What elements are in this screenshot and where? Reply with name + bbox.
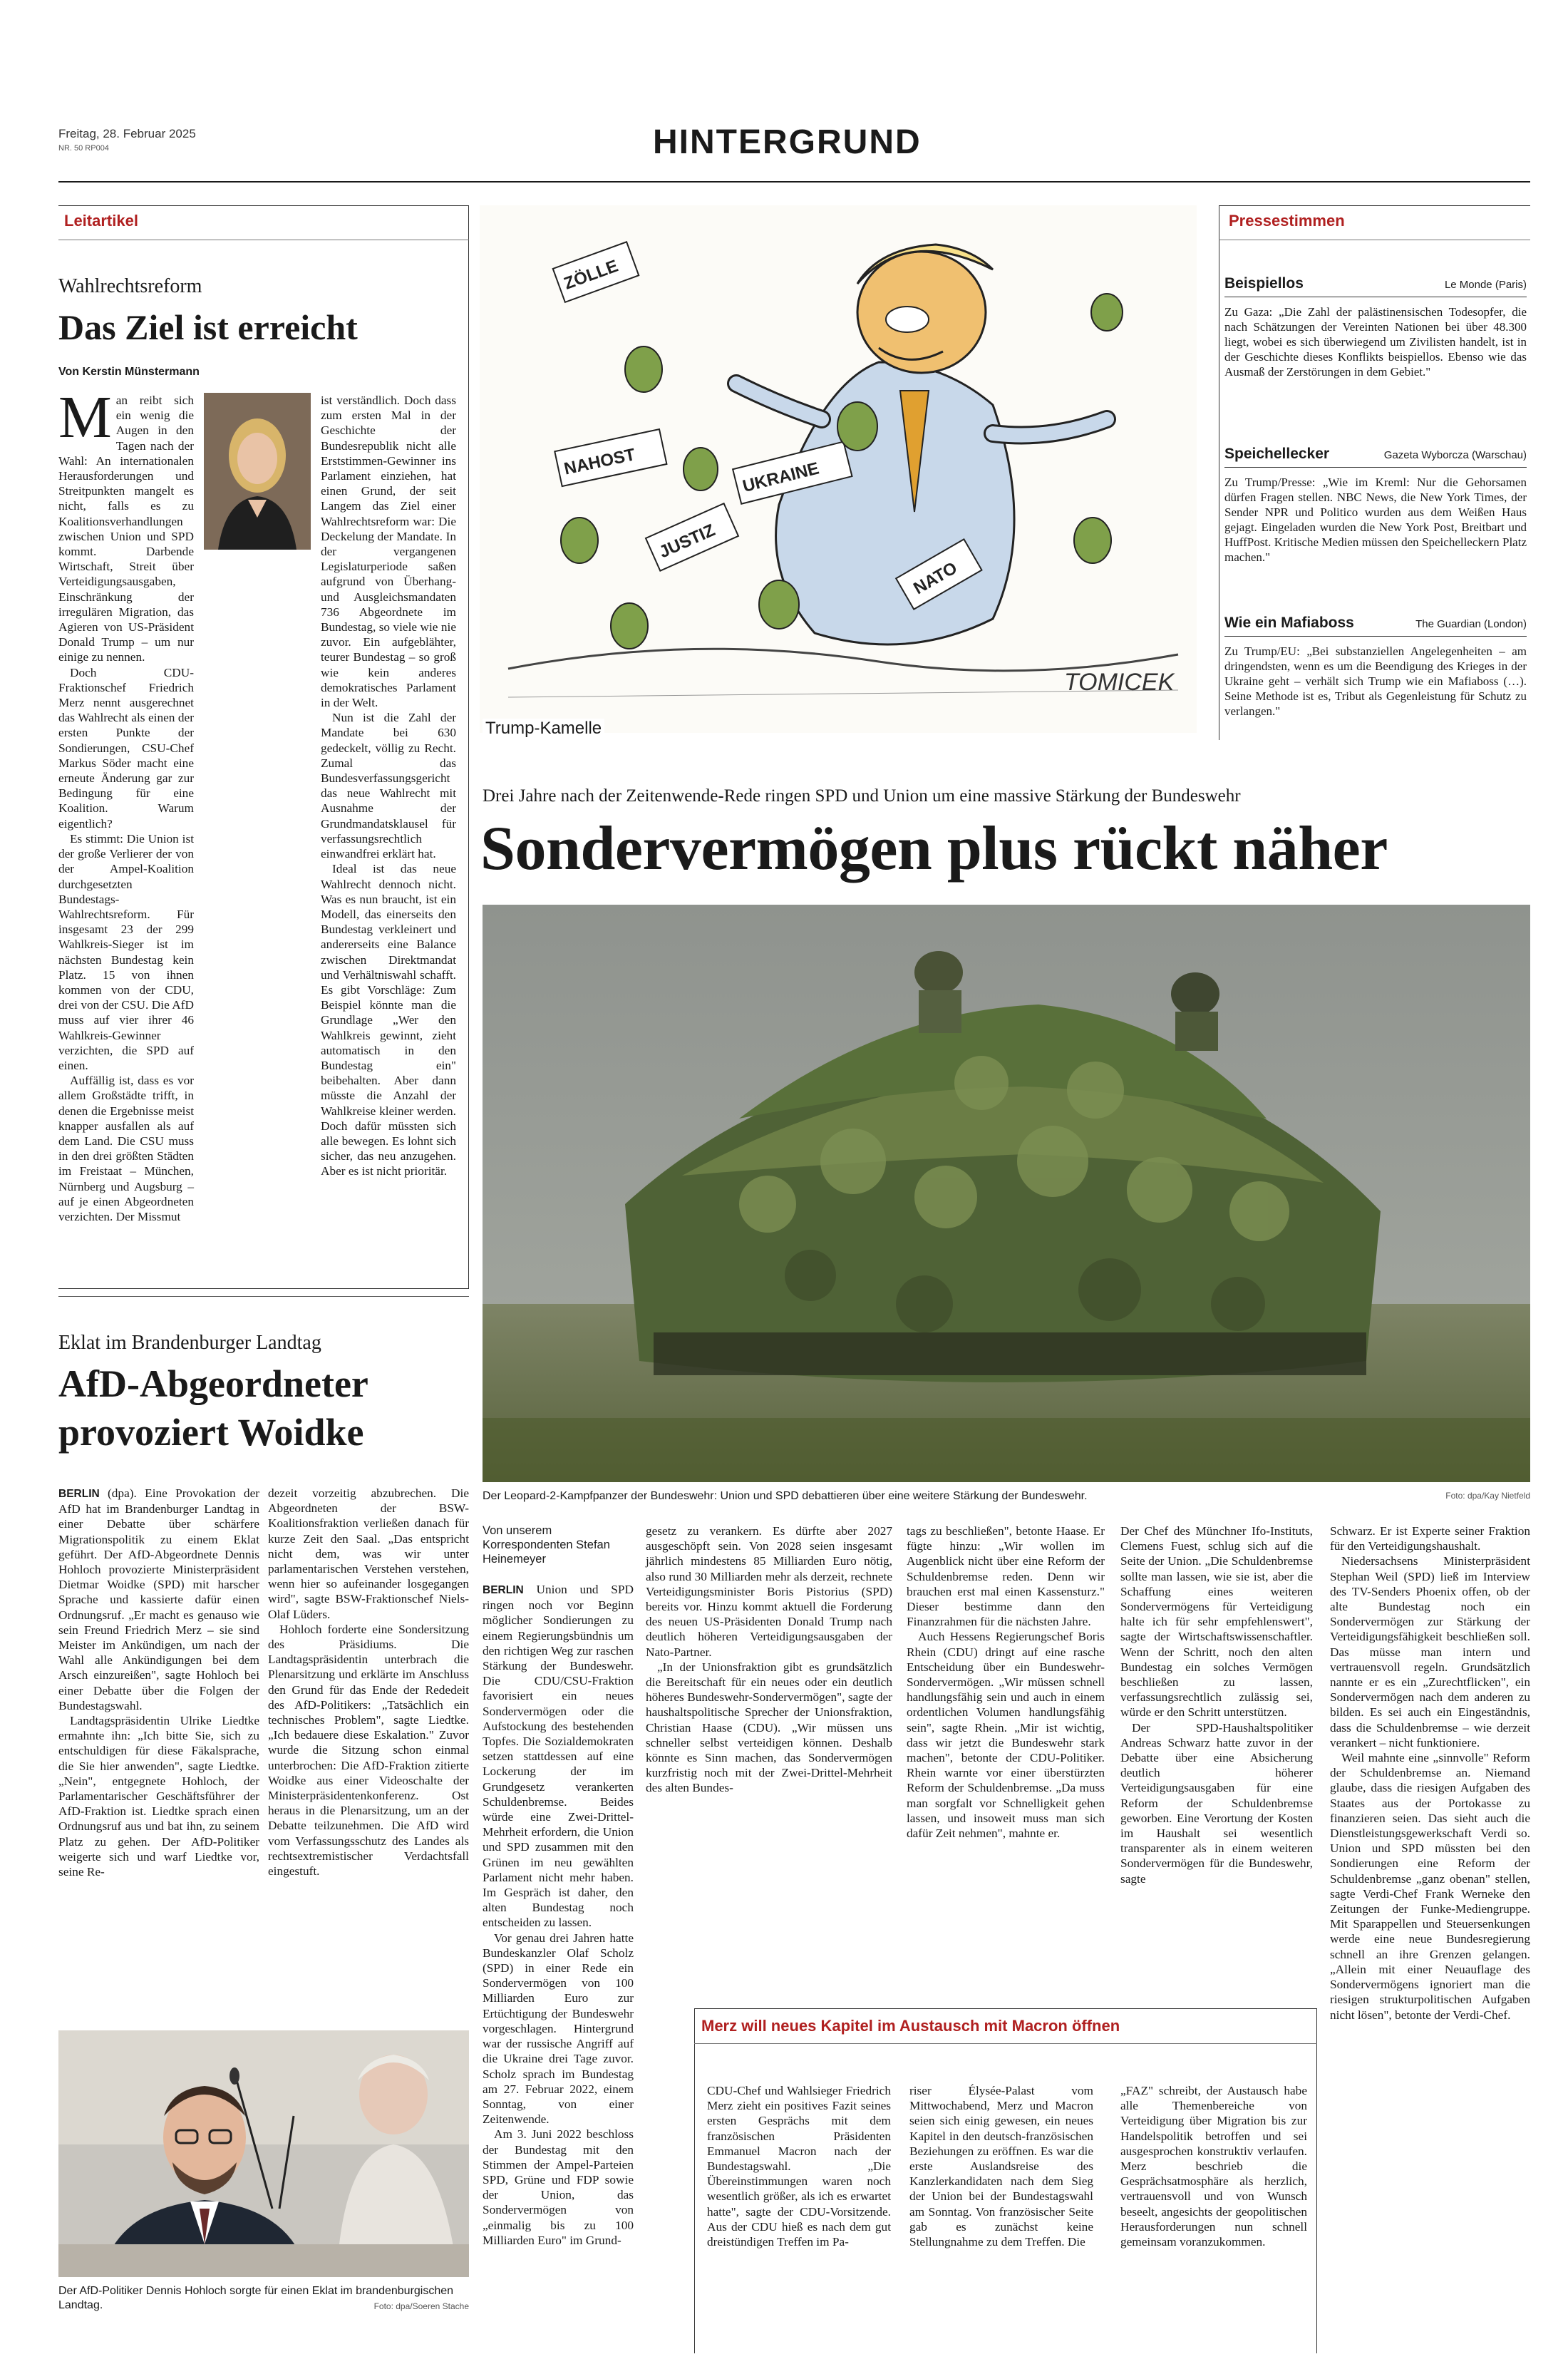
cartoon-label-zoelle: ZÖLLE xyxy=(561,256,621,294)
main-paragraph: Vor genau drei Jahren hatte Bundeskanzler Olaf Scholz (SPD) in einer Rede ein Sondervermögen von 100 Milliarden Euro zur Ertüchtigung der Bundeswehr vorgeschlagen. Hintergrund war der russische Angriff auf die Ukraine drei Tage zuvor. Scholz sprach im Bundestag am 27. Februar 2022, einem Sonntag, von einer Zeitenwende. xyxy=(483,1931,634,2127)
tank-photo xyxy=(483,905,1530,1482)
leitartikel-paragraph: an reibt sich ein wenig die Augen in den Tagen nach der Wahl: An internationalen Herausforderungen und Streitpunkten mangelt es nicht, falls es zu Koalitionsverhandlungen zwischen Union und SPD kommt. Darbende Wirtschaft, Streit über Verteidigungsausgaben, Einschränkung der irregulären Migration, das Agieren von US-Präsident Donald Trump – um nur einige zu nennen. xyxy=(58,394,194,664)
press-item-source: The Guardian (London) xyxy=(1415,618,1527,630)
main-paragraph: Am 3. Juni 2022 beschloss der Bundestag mit den Stimmen der Ampel-Parteien SPD, Grüne und FDP sowie der Union, das Sondervermögen von „einmalig bis zu 100 Milliarden Euro" im Grund- xyxy=(483,2127,634,2247)
press-item-text: Zu Gaza: „Die Zahl der palästinensischen Todesopfer, die nach Schätzungen der Vereinten Nationen bei über 48.300 liegt, wobei es sich überwiegend um Zivilisten handelt, ist in der Geschichte dieses Konflikts beispiellos. Ebenso wie das Ausmaß der Zerstörungen in dem Gebiet." xyxy=(1224,305,1527,379)
merz-column-1 xyxy=(707,2083,891,2249)
masthead-date: Freitag, 28. Februar 2025 xyxy=(58,127,196,140)
press-item-1 xyxy=(1224,275,1527,379)
main-column-5 xyxy=(1330,1524,1530,2023)
merz-box-headline: Merz will neues Kapitel im Austausch mit Macron öffnen xyxy=(701,2017,1120,2035)
main-column-3 xyxy=(907,1524,1105,1841)
cartoon-label-ukraine: UKRAINE xyxy=(741,458,821,497)
merz-paragraph: riser Élysée-Palast vom Mittwochabend, Merz und Macron seien sich einig gewesen, ein neues Kapitel in den deutsch-französischen Beziehungen zu eröffnen. Es war die erste Auslandsreise des Kanzlerkandidaten nach dem Sieg der Union bei der Bundestagswahl am Sonntag. Von französischer Seite gab es zunächst keine Stellungnahme zu dem Treffen. Die xyxy=(909,2084,1093,2249)
main-paragraph: „In der Unionsfraktion gibt es grundsätzlich die Bereitschaft für ein neues oder ein deutlich höheres Bundeswehr-Sondervermögen", sagte der haushaltspolitische Sprecher der Unionsfraktion, Christian Haase (CDU). „Wir müssen uns schneller selbst verteidigen können. Deshalb könnte es Sinn machen, das Sondervermögen kurzfristig noch mit der Zwei-Drittel-Mehrheit des alten Bundes- xyxy=(646,1660,892,1795)
leitartikel-byline: Von Kerstin Münstermann xyxy=(58,366,200,378)
main-paragraph: Niedersachsens Ministerpräsident Stephan Weil (SPD) ließ im Interview des TV-Senders Phoenix offen, ob der alte Bundestag noch ein Sondervermögen zur Stärkung der Verteidigungsfähigkeit beschließen soll. Das müsse man intern und vertrauensvoll regeln. Grundsätzlich nannte er es ein „Zurechtflicken", ein Sondervermögen nach dem anderen zu bilden. Es sei auch ein Eingeständnis, dass die Schuldenbremse – wie derzeit verankert – nicht funktioniere. xyxy=(1330,1554,1530,1749)
cartoon-label-nahost: NAHOST xyxy=(562,445,637,479)
afd-paragraph: BERLIN (dpa). Eine Provokation der AfD hat im Brandenburger Landtag in einer Debatte über schärfere Migrationspolitik zu einem Eklat geführt. Der AfD-Abgeordnete Dennis Hohloch provozierte Ministerpräsident Dietmar Woidke (SPD) mit harscher Sprache und kassierte dafür einen Ordnungsruf. „Er macht es genauso wie sein Freund Friedrich Merz – sie sind Meister im Ankündigen, um nach der Wahl alle Ankündigungen bei dem Arsch einzureißen", sagte Hohloch bei einer Debatte über die Folgen der Bundestagswahl. xyxy=(58,1486,259,1712)
leitartikel-kicker: Wahlrechtsreform xyxy=(58,275,202,297)
leitartikel-paragraph: Auffällig ist, dass es vor allem Großstädte trifft, in denen die Ergebnisse meist knapper ausfallen als auf dem Land. Die CSU muss in den drei größten Städten im Freistaat – München, Nürnberg und Augsburg – auf je einen Abgeordneten verzichten. Der Missmut xyxy=(58,1074,194,1223)
press-item-text: Zu Trump/Presse: „Wie im Kreml: Nur die Gehorsamen dürfen Fragen stellen. NBC News, die New York Times, der Sender NPR und Politico wurden aus dem Weißen Haus gejagt. Eingeladen wurden die New York Post, Breitbart und HuffPost. Kritische Medien müssen den Speichelleckern Platz machen." xyxy=(1224,476,1527,564)
cartoon-label-justiz: JUSTIZ xyxy=(656,520,718,562)
press-item-source: Le Monde (Paris) xyxy=(1444,279,1527,291)
afd-top-rule xyxy=(58,1296,469,1297)
main-paragraph: Auch Hessens Regierungschef Boris Rhein (CDU) dringt auf eine rasche Entscheidung über ein Bundeswehr-Sondervermögen. „Wir müssen schnell handlungsfähig sein und auch in einem ordentlichen Volumen handlungsfähig sein", sagte Rhein. „Mir ist wichtig, dass wir jetzt die Bundeswehr stark machen", betonte der CDU-Politiker. Rhein warnte vor einer überstürzten Reform der Schuldenbremse. „Da muss man sorgfalt vor Schnelligkeit gehen lassen, und insoweit muss man sich dafür Zeit nehmen", mahnte er. xyxy=(907,1630,1105,1841)
leitartikel-paragraph: Ideal ist das neue Wahlrecht dennoch nicht. Was es nun braucht, ist ein Modell, das einerseits den Bundestag verkleinert und andererseits eine Balance zwischen Direktmandat und Verhältniswahl schafft. Es gibt Vorschläge: Zum Beispiel könnte man die Grundlage „Wer den Wahlkreis gewinnt, zieht automatisch in den Bundestag ein" beibehalten. Aber dann müsste die Anzahl der Wahlkreise kleiner werden. Doch dafür müssten sich alle bewegen. Es lohnt sich sicher, das neu anzugehen. Aber es ist nicht prioritär. xyxy=(321,862,456,1178)
press-item-title: Speichellecker xyxy=(1224,446,1330,462)
main-paragraph: Schwarz. Er ist Experte seiner Fraktion für den Verteidigungshaushalt. xyxy=(1330,1524,1530,1553)
afd-paragraph: Landtagspräsidentin Ulrike Liedtke ermahnte ihn: „Ich bitte Sie, sich zu entschuldigen für diese Fäkalsprache, die Sie hier anwenden", sagte Liedtke. „Nein", entgegnete Hohloch, der Parlamentarischer Geschäftsführer der AfD-Fraktion ist. Liedtke sprach einen Ordnungsruf aus und bat ihn, zu seinem Platz zu gehen. Der AfD-Politiker weigerte sich und warf Liedtke vor, seine Re- xyxy=(58,1714,259,1879)
merz-column-2 xyxy=(909,2083,1093,2249)
leitartikel-paragraph: Es stimmt: Die Union ist der große Verlierer der von der Ampel-Koalition durchgesetzten Bundestags-Wahlrechtsreform. Für insgesamt 23 der 299 Wahlkreis-Sieger ist im nächsten Bundestag kein Platz. 15 von ihnen kommen von der CDU, drei von der CSU. Die AfD muss auf vier ihrer 46 Wahlkreis-Gewinner verzichten, die SPD auf einen. xyxy=(58,831,194,1072)
section-title: HINTERGRUND xyxy=(653,123,922,161)
merz-paragraph: „FAZ" schreibt, der Austausch habe alle Themenbereiche von Verteidigung über Migration bis zur Handelspolitik betroffen und sei ausgesprochen konstruktiv verlaufen. Merz beschrieb die Gesprächsatmosphäre als herzlich, vertrauensvoll und von Wunsch beseelt, angesichts der geopolitischen Herausforderungen nun schnell gemeinsam voranzukommen. xyxy=(1120,2084,1307,2249)
afd-headline-line-1: AfD-Abgeordneter xyxy=(58,1362,368,1405)
author-portrait-image xyxy=(204,393,311,550)
afd-headline-line-2: provoziert Woidke xyxy=(58,1411,364,1454)
afd-paragraph: Hohloch forderte eine Sondersitzung des Präsidiums. Die Landtagspräsidentin unterbrach die Plenarsitzung und erklärte im Anschluss den Grund für das Ende der Rededeit des AfD-Politikers: „Tatsächlich ein technisches Problem", sagte Liedtke. „Ich bedauere diese Eskalation." Zuvor wurde die Sitzung schon einmal unterbrochen: Die AfD-Fraktion zitierte Woidke aus einer Videoschalte der Ministerpräsidentenkonferenz. Ost heraus in die Plenarsitzung, um an der Debatte teilzunehmen. Die AfD wird vom Verfassungsschutz des Landes als rechtsextremistischer Verdachtsfall eingestuft. xyxy=(268,1622,469,1879)
afd-photo-credit: Foto: dpa/Soeren Stache xyxy=(373,2301,469,2311)
main-column-4 xyxy=(1120,1524,1313,1886)
press-item-title: Beispiellos xyxy=(1224,275,1304,292)
leitartikel-paragraph: ist verständlich. Doch dass zum ersten Mal in der Geschichte der Bundesrepublik nicht alle Erststimmen-Gewinner ins Parlament einziehen, hat einen Grund, der seit Langem das Ziel einer Wahlrechtsreform war: Die Deckelung der Mandate. In der vergangenen Legislaturperiode saßen aufgrund von Überhang- und Ausgleichsmandaten 736 Abgeordnete im Bundestag, so viele wie nie zuvor. Ein aufgeblähter, teurer Bundestag – so groß wie kein anderes demokratisches Parlament in der Welt. xyxy=(321,394,456,710)
cartoon-caption: Trump-Kamelle xyxy=(483,719,604,739)
tank-photo-caption: Der Leopard-2-Kampfpanzer der Bundeswehr: Union und SPD debattieren über eine weitere Stärkung der Bundeswehr. xyxy=(483,1490,1088,1502)
main-column-2 xyxy=(646,1524,892,1796)
cartoon-label-nato: NATO xyxy=(910,558,961,599)
afd-paragraph: dezeit vorzeitig abzubrechen. Die Abgeordneten der BSW-Koalitionsfraktion verließen danach für kurze Zeit den Saal. „Das entspricht nicht dem, was wir unter parlamentarischen Verstehen verstehen, wenn hier so aufeinander losgegangen wird", sagte BSW-Fraktionschef Niels-Olaf Lüders. xyxy=(268,1486,469,1621)
main-kicker: Drei Jahre nach der Zeitenwende-Rede ringen SPD und Union um eine massive Stärkung der Bundeswehr xyxy=(483,786,1241,806)
leitartikel-column-1 xyxy=(58,384,194,1224)
leitartikel-paragraph: Nun ist die Zahl der Mandate bei 630 gedeckelt, völlig zu Recht. Zumal das Bundesverfassungsgericht das neue Wahlrecht mit Ausnahme der Grundmandatsklausel für verfassungsrechtlich einwandfrei erklärt hat. xyxy=(321,711,456,861)
main-paragraph: Der Chef des Münchner Ifo-Instituts, Clemens Fuest, schlug sich auf die Seite der Union. „Die Schuldenbremse sollte man lassen, wie sie ist, aber die Schaffung eines weiteren Sondervermögens für Verteidigung halte ich für sehr empfehlenswert", sagte der Wirtschaftswissenschaftler. Wenn der Schritt, noch den alten Bundestag ein solches Vermögen beschließen zu lassen, verfassungsrechtlich zulässig sei, würde er den Schritt unterstützen. xyxy=(1120,1524,1313,1720)
press-item-2 xyxy=(1224,446,1527,565)
afd-photo-caption: Der AfD-Politiker Dennis Hohloch sorgte für einen Eklat im brandenburgischen Landtag. xyxy=(58,2285,454,2311)
dropcap: M xyxy=(58,384,112,451)
pressestimmen-label: Pressestimmen xyxy=(1229,212,1345,230)
leitartikel-label: Leitartikel xyxy=(64,212,138,230)
afd-photo xyxy=(58,2030,469,2277)
tank-photo-credit: Foto: dpa/Kay Nietfeld xyxy=(1445,1491,1530,1501)
author-photo xyxy=(204,393,311,550)
afd-kicker: Eklat im Brandenburger Landtag xyxy=(58,1332,321,1354)
cartoon-image xyxy=(480,205,1197,733)
press-item-source: Gazeta Wyborcza (Warschau) xyxy=(1383,449,1527,461)
main-paragraph: Weil mahnte eine „sinnvolle" Reform der Schuldenbremse an. Niemand glaube, dass die riesigen Aufgaben des Staates aus der Portokasse zu finanzieren seien. Das sieht auch die Dienstleistungsgewerkschaft Verdi so. Union und SPD müssten bei den Sondierungen eine Reform der Schuldenbremse „ganz obenan" stellen, sagte Verdi-Chef Frank Werneke den Zeitungen der Funke-Mediengruppe. Mit Sparappellen und Steuersenkungen werde eine neue Bundesregierung schnell an ihre Grenzen gelangen. „Allein mit einer Neuauflage des Sondervermögens ignoriert man die riesigen strukturpolitischen Aufgaben nicht lösen", betonte der Verdi-Chef. xyxy=(1330,1751,1530,2022)
leitartikel-column-2-top xyxy=(321,393,456,1179)
main-paragraph: tags zu beschließen", betonte Haase. Er fügte hinzu: „Wir wollen im Augenblick nicht über eine Reform der Schuldenbremse reden. Denn wir brauchen erst mal einen Kassensturz." Dieser bestimme dann den Finanzrahmen für die nächsten Jahre. xyxy=(907,1524,1105,1629)
main-paragraph: gesetz zu verankern. Es dürfte aber 2027 ausgeschöpft sein. Von 2028 seien insgesamt jährlich mindestens 85 Milliarden Euro nötig, also rund 30 Milliarden mehr als derzeit, rechnete Verteidigungsminister Boris Pistorius (SPD) bereits vor. Hinzu kommt aktuell die Forderung des neuen US-Präsidenten Donald Trump nach deutlich höheren Verteidigungsausgaben der Nato-Partner. xyxy=(646,1524,892,1659)
press-item-title: Wie ein Mafiaboss xyxy=(1224,615,1354,631)
masthead-code: NR. 50 RP004 xyxy=(58,144,109,153)
afd-column-1 xyxy=(58,1486,259,1879)
main-headline: Sondervermögen plus rückt näher xyxy=(480,814,1388,883)
merz-box-rule xyxy=(694,2043,1317,2044)
afd-column-2 xyxy=(268,1486,469,1879)
masthead-rule xyxy=(58,181,1530,183)
merz-column-3 xyxy=(1120,2083,1307,2249)
press-item-3 xyxy=(1224,615,1527,719)
main-paragraph: Der SPD-Haushaltspolitiker Andreas Schwarz hatte zuvor in der Debatte über eine Absicherung deutlich höherer Verteidigungsausgaben für eine Reform der Schuldenbremse geworben. Eine Verortung der Kosten im Haushalt sei wesentlich transparenter als in einem weiteren Sondervermögen für die Bundeswehr, sagte xyxy=(1120,1720,1313,1886)
merz-paragraph: CDU-Chef und Wahlsieger Friedrich Merz zieht ein positives Fazit seines ersten Gesprächs mit dem französischen Präsidenten Emmanuel Macron nach der Bundestagswahl. „Die Übereinstimmungen waren noch wesentlich größer, als ich es erwartet hatte", sagte der CDU-Vorsitzende. Aus der CDU hieß es nach dem gut dreistündigen Treffen im Pa- xyxy=(707,2084,891,2249)
afd-dateline: BERLIN xyxy=(58,1488,100,1500)
leitartikel-paragraph: Doch CDU-Fraktionschef Friedrich Merz nennt ausgerechnet das Wahlrecht als einen der ersten Punkte der Sondierungen, CSU-Chef Markus Söder macht eine erneute Änderung gar zur Bedingung für eine Koalition. Warum eigentlich? xyxy=(58,665,194,831)
press-item-text: Zu Trump/EU: „Bei substanziellen Angelegenheiten – am dringendsten, wenn es um die Beendigung des Krieges in der Ukraine geht – verhält sich Trump wie ein Mafiaboss (…). Seine Methode ist es, Tribut als Gegenleistung für Schutz zu verlangen." xyxy=(1224,644,1527,718)
leitartikel-headline: Das Ziel ist erreicht xyxy=(58,307,358,347)
main-byline: Von unserem Korrespondenten Stefan Heinemeyer xyxy=(483,1524,610,1566)
cartoon-signature: TOMICEK xyxy=(1064,669,1175,696)
main-paragraph: BERLIN Union und SPD ringen noch vor Beginn möglicher Sondierungen zu einem Regierungsbündnis um den richtigen Weg zur raschen Stärkung der Bundeswehr. Die CDU/CSU-Fraktion favorisiert ein neues Sondervermögen oder die Aufstockung des bestehenden Topfes. Die Sozialdemokraten setzen stattdessen auf eine Lockerung der im Grundgesetz verankerten Schuldenbremse. Beides würde eine Zwei-Drittel-Mehrheit erfordern, die Union und SPD zusammen mit den Grünen im neu gewählten Parlament nicht mehr haben. Im Gespräch ist daher, den alten Bundestag noch entscheiden zu lassen. xyxy=(483,1583,634,1930)
main-column-1 xyxy=(483,1524,634,2248)
